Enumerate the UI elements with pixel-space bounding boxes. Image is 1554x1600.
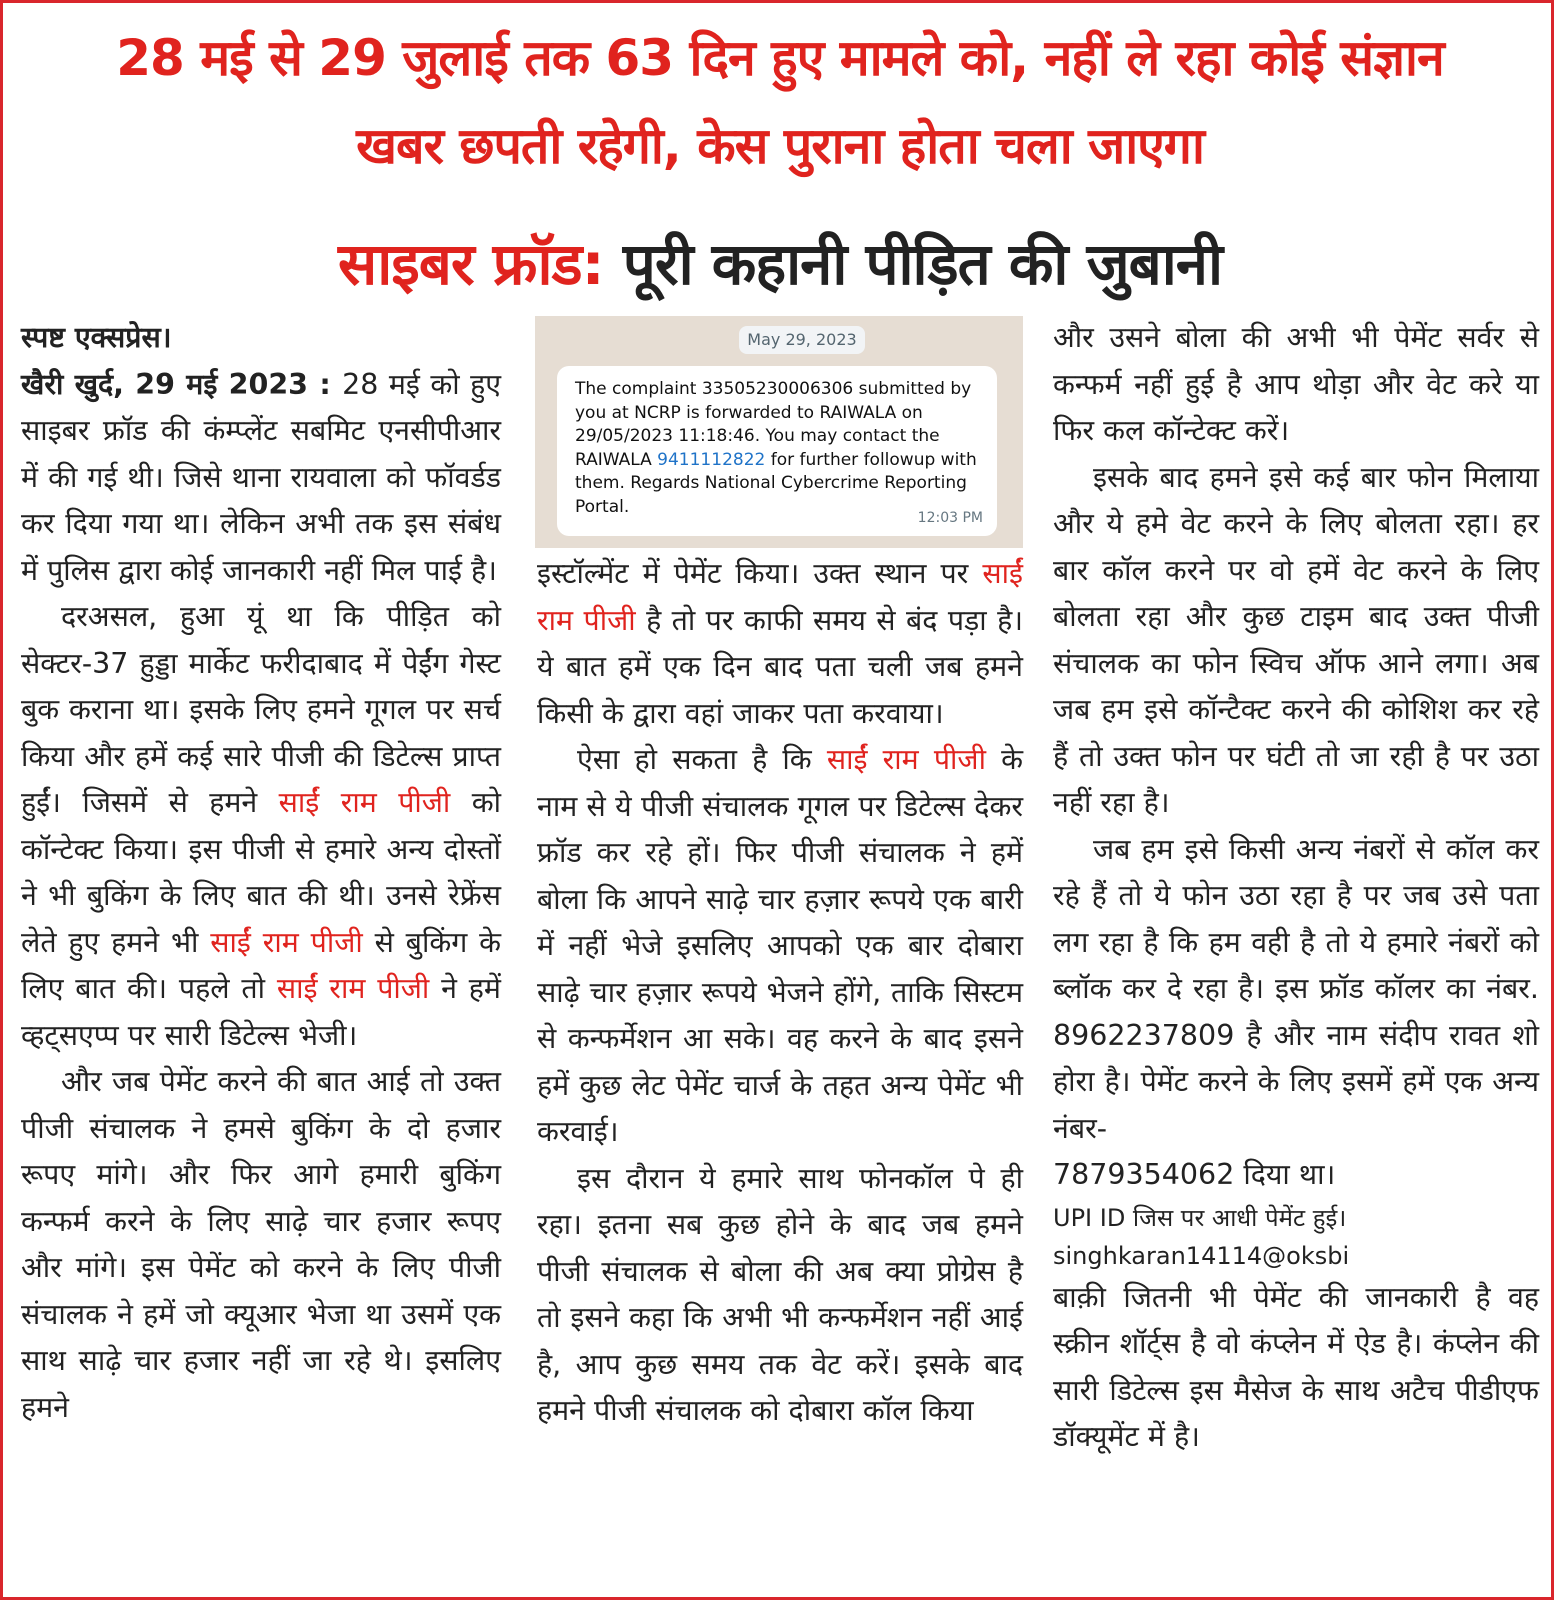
dateline-place-date: खैरी खुर्द, 29 मई 2023 — [21, 367, 308, 401]
paragraph-2 — [21, 594, 501, 1059]
paragraph-2-text-c: से बुकिंग के लिए बात की। पहले तो — [21, 925, 501, 1005]
title-red-part: साइबर फ्रॉड: — [338, 230, 604, 298]
chat-message-text-a: The complaint 33505230006306 submitted by you at NCRP is forwarded to RAIWALA on 29/05/2023 11:18:46. You may contact the RAIWALA — [575, 379, 972, 470]
whatsapp-screenshot — [535, 316, 1023, 548]
paragraph-1 — [21, 362, 501, 595]
chat-message-bubble — [557, 366, 997, 536]
article-title — [13, 226, 1547, 302]
paragraph-8: इसके बाद हमने इसे कई बार फोन मिलाया और ये हमे वेट करने के लिए बोलता रहा। हर बार कॉल करने पर वो हमें वेट करने के लिए बोलता रहा और कुछ टाइम बाद उक्त पीजी संचालक का फोन स्विच ऑफ आने लगा। अब जब हम इसे कॉन्टैक्ट करने की कोशिश कर रहे हैं तो उक्त फोन पर घंटी तो जा रही है पर उठा नहीं रहा है। — [1053, 460, 1539, 819]
paragraph-5 — [537, 737, 1023, 1156]
paragraph-9: जब हम इसे किसी अन्य नंबरों से कॉल कर रहे हैं तो ये फोन उठा रहा है पर जब उसे पता लग रहा है कि हम वही है तो ये हमारे नंबरों को ब्लॉक कर दे रहा है। इस फ्रॉड कॉलर का नंबर. 8962237809 है और नाम संदीप रावत शो होरा है। पेमेंट करने के लिए इसमें हमें एक अन्य नंबर- — [1053, 832, 1539, 1145]
paragraph-2-text-d: ने हमें व्हट्सएप्प पर सारी डिटेल्स भेजी। — [21, 972, 501, 1052]
alt-number-line: 7879354062 दिया था। — [1053, 1158, 1336, 1191]
chat-date-chip: May 29, 2023 — [739, 326, 865, 354]
article-column-1 — [21, 315, 501, 1431]
highlight-pg-name: साईं राम पीजी — [537, 557, 1024, 637]
headline-line-1: 28 मई से 29 जुलाई तक 63 दिन हुए मामले को, नहीं ले रहा कोई संज्ञान — [116, 29, 1444, 87]
paragraph-1-text: 28 मई को हुए साइबर फ्रॉड की कंम्प्लेंट सबमिट एनसीपीआर में की गई थी। जिसे थाना रायवाला को फॉवर्डड कर दिया गया था। लेकिन अभी तक इस संबंध में पुलिस द्वारा कोई जानकारी नहीं मिल पाई है। — [21, 367, 501, 587]
paragraph-5-text-b: के नाम से ये पीजी संचालक गूगल पर डिटेल्स देकर फ्रॉड कर रहे हों। फिर पीजी संचालक ने हमें बोला कि आपने साढ़े चार हज़ार रूपये एक बारी में नहीं भेजे इसलिए आपको एक बार दोबारा साढ़े चार हज़ार रूपये भेजने होंगे, ताकि सिस्टम से कन्फर्मेशन आ सके। वह करने के बाद इसने हमें कुछ लेट पेमेंट चार्ज के तहत अन्य पेमेंट भी करवाई। — [537, 743, 1023, 1148]
highlight-pg-name: साईं राम पीजी — [826, 743, 986, 776]
paragraph-2-text-b: को कॉन्टेक्ट किया। इस पीजी से हमारे अन्य दोस्तों ने भी बुकिंग के लिए बात की थी। उनसे रेफ्रेंस लेते हुए हमने भी — [21, 786, 501, 959]
paragraph-6: इस दौरान ये हमारे साथ फोनकॉल पे ही रहा। इतना सब कुछ होने के बाद जब हमने पीजी संचालक से बोला की अब क्या प्रोग्रेस है तो इसने कहा कि अभी भी कन्फर्मेशन नहीं आई है, आप कुछ समय तक वेट करें। इसके बाद हमने पीजी संचालक को दोबारा कॉल किया — [537, 1161, 1023, 1427]
paragraph-4-text-a: इस्टॉल्मेंट में पेमेंट किया। उक्त स्थान पर — [537, 557, 969, 590]
upi-label: UPI ID जिस पर आधी पेमेंट हुई। — [1053, 1203, 1347, 1232]
dateline-source: स्पष्ट एक्सप्रेस। — [21, 321, 172, 354]
paragraph-4 — [537, 551, 1023, 737]
highlight-pg-name: साईं राम पीजी — [276, 972, 430, 1005]
chat-message-time: 12:03 PM — [917, 509, 983, 526]
paragraph-5-text-a: ऐसा हो सकता है कि — [577, 743, 812, 776]
article-column-3 — [1053, 315, 1539, 1461]
paragraph-2-text-a: दरअसल, हुआ यूं था कि पीड़ित को सेक्टर-37 हुड्डा मार्केट फरीदाबाद में पेईंग गेस्ट बुक कराना था। इसके लिए हमने गूगल पर सर्च किया और हमें कई सारे पीजी की डिटेल्स प्राप्त हुईं। जिसमें से हमने — [21, 600, 501, 819]
highlight-pg-name: साईं राम पीजी — [278, 786, 451, 819]
chat-message-text-b: for further followup with them. Regards National Cybercrime Reporting Portal. — [575, 449, 977, 517]
highlight-pg-name: साईं राम पीजी — [210, 925, 363, 959]
title-dark-part: पूरी कहानी पीड़ित की जुबानी — [622, 230, 1222, 298]
chat-phone-link[interactable]: 9411112822 — [657, 449, 766, 470]
paragraph-10: बाक़ी जितनी भी पेमेंट की जानकारी है वह स्क्रीन शॉर्ट्स है वो कंप्लेन में ऐड है। कंप्लेन की सारी डिटेल्स इस मैसेज के साथ अटैच पीडीएफ डॉक्यूमेंट में है। — [1053, 1280, 1539, 1453]
upi-id: singhkaran14114@oksbi — [1053, 1241, 1350, 1270]
headline-line-2: खबर छपती रहेगी, केस पुराना होता चला जाएगा — [356, 117, 1204, 175]
article-column-2 — [537, 551, 1023, 1435]
dateline-separator: : — [308, 367, 343, 401]
paragraph-3: और जब पेमेंट करने की बात आई तो उक्त पीजी संचालक ने हमसे बुकिंग के दो हजार रूपए मांगे। और फिर आगे हमारी बुकिंग कन्फर्म करने के लिए साढ़े चार हजार रूपए और मांगे। इस पेमेंट को करने के लिए पीजी संचालक ने हमें जो क्यूआर भेजा था उसमें एक साथ साढ़े चार हजार नहीं जा रहे थे। इसलिए हमने — [21, 1065, 501, 1424]
paragraph-7: और उसने बोला की अभी भी पेमेंट सर्वर से कन्फर्म नहीं हुई है आप थोड़ा और वेट करे या फिर कल कॉन्टेक्ट करें। — [1053, 321, 1539, 447]
paragraph-4-text-b: है तो पर काफी समय से बंद पड़ा है। ये बात हमें एक दिन बाद पता चली जब हमने किसी के द्वारा वहां जाकर पता करवाया। — [537, 603, 1024, 730]
